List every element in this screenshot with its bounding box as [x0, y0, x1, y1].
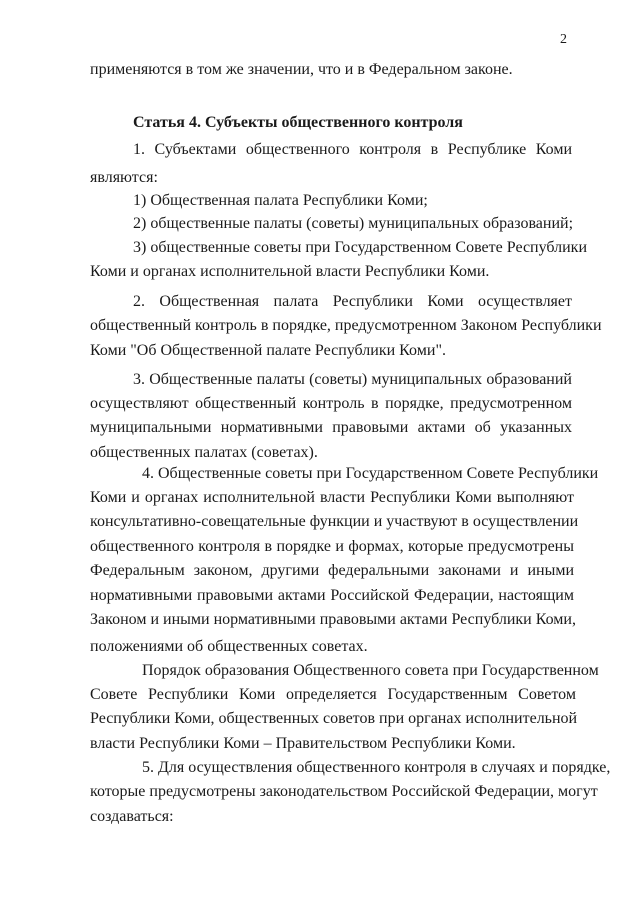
text-line: Коми и органах исполнительной власти Республики Коми выполняют [90, 489, 574, 506]
text-line: 2) общественные палаты (советы) муниципальных образований; [133, 215, 574, 232]
text-line: 5. Для осуществления общественного контроля в случаях и порядке, [142, 759, 611, 776]
text-line: общественный контроль в порядке, предусмотренном Законом Республики [90, 317, 602, 334]
text-line: создаваться: [90, 808, 174, 825]
text-line: являются: [90, 169, 158, 186]
text-line: Федеральным законом, другими федеральными законами и иными [90, 562, 574, 579]
text-line: Коми "Об Общественной палате Республики Коми". [90, 342, 446, 359]
text-line: власти Республики Коми – Правительством Республики Коми. [90, 735, 516, 752]
text-line: которые предусмотрены законодательством Российской Федерации, могут [90, 783, 598, 800]
text-line: 1) Общественная палата Республики Коми; [133, 192, 428, 209]
text-line: нормативными правовыми актами Российской Федерации, настоящим [90, 587, 574, 604]
text-line: Порядок образования Общественного совета при Государственном [142, 662, 599, 679]
text-line: 3. Общественные палаты (советы) муниципальных образований [133, 371, 572, 388]
text-line: 2. Общественная палата Республики Коми осуществляет [133, 293, 572, 310]
text-line: Законом и иными нормативными правовыми актами Республики Коми, [90, 611, 576, 628]
text-line: Коми и органах исполнительной власти Республики Коми. [90, 263, 490, 280]
text-line: муниципальными нормативными правовыми актами об указанных [90, 419, 572, 436]
text-line: общественных палатах (советах). [90, 444, 318, 461]
text-line: общественного контроля в порядке и формах, которые предусмотрены [90, 538, 574, 555]
article-heading: Статья 4. Субъекты общественного контроля [133, 114, 463, 131]
page-number: 2 [560, 32, 567, 47]
text-line: применяются в том же значении, что и в Федеральном законе. [90, 61, 513, 78]
text-line: Совете Республики Коми определяется Государственным Советом [90, 686, 576, 703]
text-line: 3) общественные советы при Государственном Совете Республики [133, 239, 588, 256]
text-line: положениями об общественных советах. [90, 638, 368, 655]
text-line: консультативно-совещательные функции и участвуют в осуществлении [90, 513, 579, 530]
text-line: осуществляют общественный контроль в порядке, предусмотренном [90, 395, 572, 412]
text-line: Республики Коми, общественных советов при органах исполнительной [90, 710, 578, 727]
text-line: 4. Общественные советы при Государственном Совете Республики [142, 465, 599, 482]
text-line: 1. Субъектами общественного контроля в Республике Коми [133, 141, 572, 158]
